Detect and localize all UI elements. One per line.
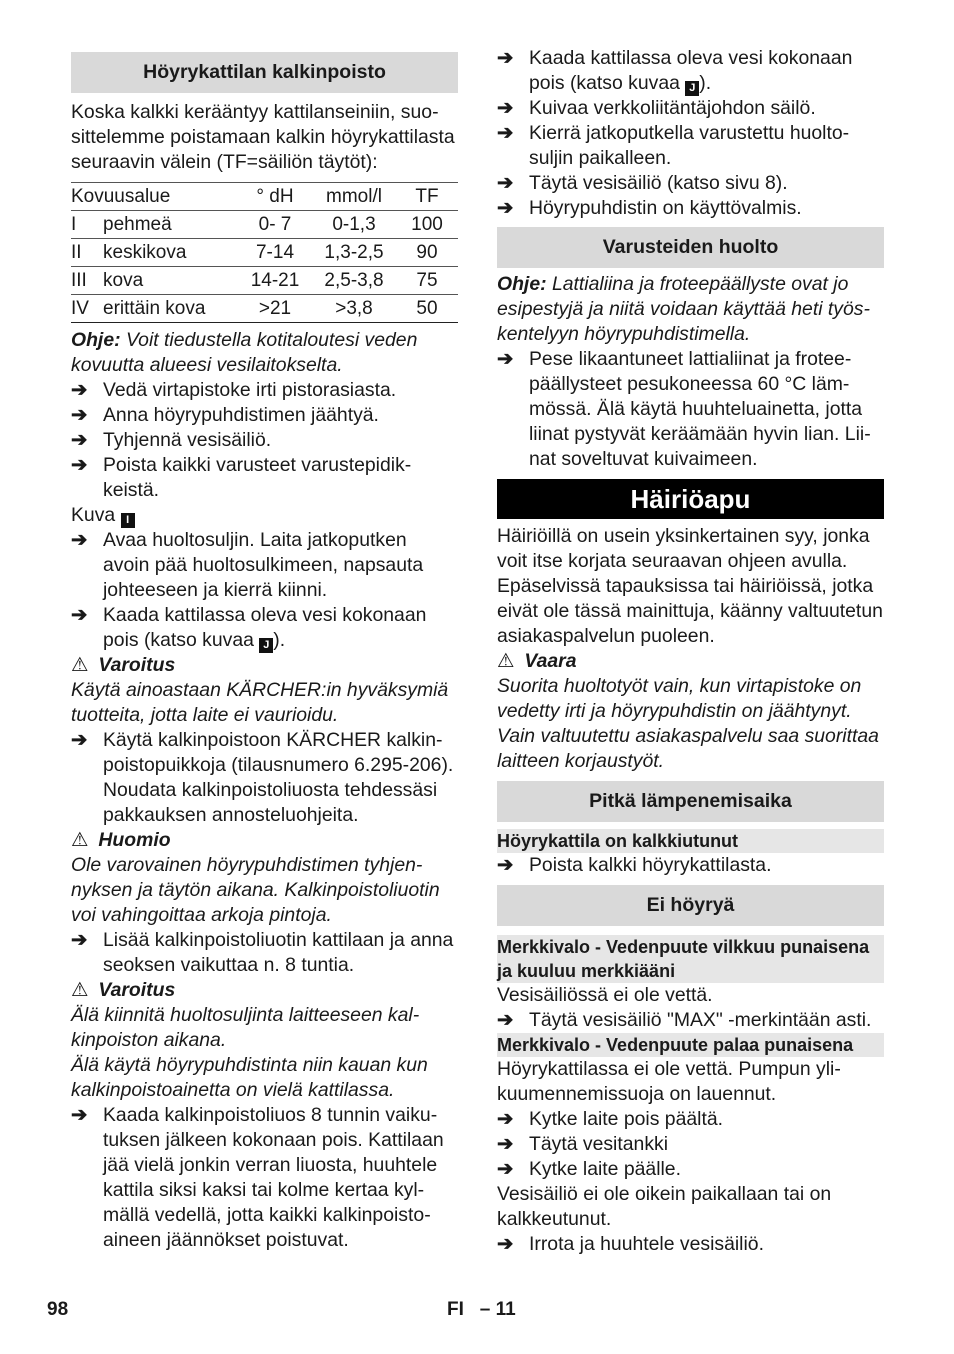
table-cell: 1,3-2,5: [312, 239, 396, 267]
table-cell: 2,5-3,8: [312, 267, 396, 295]
descaling-intro: Koska kalkki kerääntyy kattilanseiniin, suosittelemme poistamaan kalkin höyrykattilasta seuraavin välein (TF=säiliön täytöt):: [71, 101, 455, 173]
list-item: ➔ Käytä kalkinpoistoon KÄRCHER kalkinpoistopuikkoja (tilausnumero 6.295-206). Noudata kalkinpoistoliuosta tehdessäsi pakkauksen annosteluohjeita.: [71, 729, 454, 826]
blink-text: Vesisäiliössä ei ole vettä.: [497, 984, 713, 1006]
troubleshooting-intro: Häiriöillä on usein yksinkertainen syy, jonka voit itse korjata seuraavan ohjeen avulla. Epäselvissä tapauksissa tai häiriöissä, jotka eivät ole tässä mainittuja, käänny valtuutetun asiakaspalvelun puoleen.: [497, 525, 883, 647]
list-item: ➔ Täytä vesisäiliö (katso sivu 8).: [497, 172, 788, 194]
table-header-row: [71, 183, 458, 211]
list-item: ➔ Irrota ja huuhtele vesisäiliö.: [497, 1233, 764, 1255]
arrow-icon: ➔: [497, 1009, 514, 1031]
list-item: ➔ Avaa huoltosuljin. Laita jatkoputken avoin pää huoltosulkimeen, napsauta johteeseen ja kierrä kiinni.: [71, 529, 424, 601]
table-cell: III: [71, 267, 103, 295]
list-item: ➔ Täytä vesisäiliö "MAX" -merkintään asti.: [497, 1009, 872, 1031]
list-item: ➔ Kuivaa verkkoliitäntäjohdon säilö.: [497, 97, 816, 119]
tank-text: Vesisäiliö ei ole oikein paikallaan tai on kalkkeutunut.: [497, 1183, 832, 1230]
arrow-icon: ➔: [71, 1104, 88, 1126]
list-item: ➔ Kaada kalkinpoistoliuos 8 tunnin vaikutuksen jälkeen kokonaan pois. Kattilaan jää vielä jonkin verran liuosta, huuhtele kattila siksi kaksi tai kolme kertaa kylmällä vedellä, jotta kaikki kalkinpoistoaineen jäännökset poistuvat.: [71, 1104, 444, 1251]
table-cell: >3,8: [312, 295, 396, 323]
arrow-icon: ➔: [71, 404, 88, 426]
table-header: mmol/l: [312, 183, 396, 211]
warning-icon: ⚠: [71, 829, 89, 851]
table-cell: 100: [396, 211, 458, 239]
list-item: ➔ Vedä virtapistoke irti pistorasiasta.: [71, 379, 397, 401]
arrow-icon: ➔: [71, 379, 88, 401]
figure-symbol-icon: J: [685, 81, 699, 96]
section-heading-no-steam: Ei höyryä: [497, 885, 884, 926]
list-item: ➔ Höyrypuhdistin on käyttövalmis.: [497, 197, 802, 219]
table-header: Kovuusalue: [71, 183, 238, 211]
table-cell: IV: [71, 295, 103, 323]
table-cell: 50: [396, 295, 458, 323]
subheading-red-light: Merkkivalo - Vedenpuute palaa punaisena: [497, 1033, 884, 1057]
table-cell: 75: [396, 267, 458, 295]
red-light-text: Höyrykattilassa ei ole vettä. Pumpun ylikuumennemissuoja on lauennut.: [497, 1058, 841, 1105]
table-cell: 0-1,3: [312, 211, 396, 239]
table-cell: kova: [103, 267, 238, 295]
chapter-heading-troubleshooting: Häiriöapu: [497, 479, 884, 519]
right-column: [497, 46, 884, 1257]
section-heading-descaling: Höyrykattilan kalkinpoisto: [71, 52, 458, 93]
list-item: ➔ Anna höyrypuhdistimen jäähtyä.: [71, 404, 379, 426]
arrow-icon: ➔: [71, 454, 88, 476]
note-text: Voit tiedustella kotitaloutesi veden kovuutta alueesi vesilaitokselta.: [71, 329, 418, 376]
table-cell: 14-21: [238, 267, 312, 295]
arrow-icon: ➔: [71, 929, 88, 951]
list-item: ➔ Täytä vesitankki: [497, 1133, 669, 1155]
table-row: [71, 295, 458, 323]
note-label: Ohje:: [71, 329, 121, 351]
table-header: TF: [396, 183, 458, 211]
danger-title: ⚠ Vaara: [497, 650, 577, 672]
subheading-blinking-light: Merkkivalo - Vedenpuute vilkkuu punaisena ja kuuluu merkkiääni: [497, 935, 884, 983]
arrow-icon: ➔: [497, 47, 514, 69]
warning-icon: ⚠: [497, 650, 515, 672]
table-cell: keskikova: [103, 239, 238, 267]
arrow-icon: ➔: [497, 1108, 514, 1130]
hardness-note: [71, 328, 458, 378]
caution-title: ⚠ Huomio: [71, 829, 171, 851]
danger-text: Suorita huoltotyöt vain, kun virtapistoke on vedetty irti ja höyrypuhdistin on jäähtynyt. Vain valtuutettu asiakaspalvelu saa suorittaa laitteen korjaustyöt.: [497, 675, 879, 772]
warning-title: ⚠ Varoitus: [71, 654, 176, 676]
accessories-note: Ohje: Lattialiina ja froteepäällyste ovat jo esipestyjä ja niitä voidaan käyttää heti työskentelyyn höyrypuhdistimella.: [497, 273, 870, 345]
note-label: Ohje:: [497, 273, 547, 295]
table-cell: erittäin kova: [103, 295, 238, 323]
section-heading-accessories: Varusteiden huolto: [497, 227, 884, 268]
arrow-icon: ➔: [71, 429, 88, 451]
arrow-icon: ➔: [497, 122, 514, 144]
figure-symbol-icon: I: [121, 513, 135, 528]
list-item: ➔ Kierrä jatkoputkella varustettu huoltosuljin paikalleen.: [497, 122, 850, 169]
arrow-icon: ➔: [497, 97, 514, 119]
table-cell: >21: [238, 295, 312, 323]
caution-text: Ole varovainen höyrypuhdistimen tyhjennyksen ja täytön aikana. Kalkinpoistoliuotin voi vahingoittaa arkoja pintoja.: [71, 854, 440, 926]
warning-icon: ⚠: [71, 979, 89, 1001]
table-cell: II: [71, 239, 103, 267]
figure-reference: Kuva I: [71, 503, 458, 528]
table-cell: 0- 7: [238, 211, 312, 239]
arrow-icon: ➔: [71, 604, 88, 626]
arrow-icon: ➔: [497, 1133, 514, 1155]
section-heading-heating: Pitkä lämpenemisaika: [497, 781, 884, 822]
list-item: ➔ Tyhjennä vesisäiliö.: [71, 429, 272, 451]
arrow-icon: ➔: [497, 1158, 514, 1180]
warning-text: Älä käytä höyrypuhdistinta niin kauan kun kalkinpoistoainetta on vielä kattilassa.: [71, 1054, 428, 1101]
list-item: ➔ Kaada kattilassa oleva vesi kokonaan pois (katso kuvaa J ).: [497, 47, 853, 94]
table-cell: 7-14: [238, 239, 312, 267]
subheading-boiler-scaled: Höyrykattila on kalkkiutunut: [497, 829, 884, 853]
left-column: [71, 46, 458, 1253]
table-cell: I: [71, 211, 103, 239]
list-item: ➔ Poista kaikki varusteet varustepidikkeistä.: [71, 454, 412, 501]
warning-text: Käytä ainoastaan KÄRCHER:in hyväksymiä tuotteita, jotta laite ei vaurioidu.: [71, 679, 449, 726]
list-item: ➔ Kytke laite pois päältä.: [497, 1108, 724, 1130]
table-cell: pehmeä: [103, 211, 238, 239]
arrow-icon: ➔: [497, 348, 514, 370]
list-item: ➔ Kaada kattilassa oleva vesi kokonaan pois (katso kuvaa J ).: [71, 604, 427, 651]
list-item: ➔ Pese likaantuneet lattialiinat ja froteepäällysteet pesukoneessa 60 °C lämmössä. Älä käytä huuhteluainetta, jotta liinat pystyvät keräämään hyvin lian. Liinat soveltuvat kuivaimeen.: [497, 348, 871, 470]
table-cell: 90: [396, 239, 458, 267]
list-item: ➔ Lisää kalkinpoistoliuotin kattilaan ja anna seoksen vaikuttaa n. 8 tuntia.: [71, 929, 454, 976]
arrow-icon: ➔: [71, 529, 88, 551]
list-item: ➔ Poista kalkki höyrykattilasta.: [497, 854, 772, 876]
warning-title: ⚠ Varoitus: [71, 979, 176, 1001]
page-number: 98: [47, 1299, 69, 1320]
water-hardness-table: [71, 182, 458, 323]
warning-icon: ⚠: [71, 654, 89, 676]
list-item: ➔ Kytke laite päälle.: [497, 1158, 681, 1180]
language-page-code: FI – 11: [447, 1299, 516, 1320]
table-row: [71, 267, 458, 295]
arrow-icon: ➔: [497, 854, 514, 876]
arrow-icon: ➔: [497, 172, 514, 194]
table-row: [71, 239, 458, 267]
arrow-icon: ➔: [497, 197, 514, 219]
arrow-icon: ➔: [71, 729, 88, 751]
arrow-icon: ➔: [497, 1233, 514, 1255]
figure-symbol-icon: J: [259, 638, 273, 653]
table-header: ° dH: [238, 183, 312, 211]
table-row: [71, 211, 458, 239]
warning-text: Älä kiinnitä huoltosuljinta laitteeseen kalkinpoiston aikana.: [71, 1004, 420, 1051]
